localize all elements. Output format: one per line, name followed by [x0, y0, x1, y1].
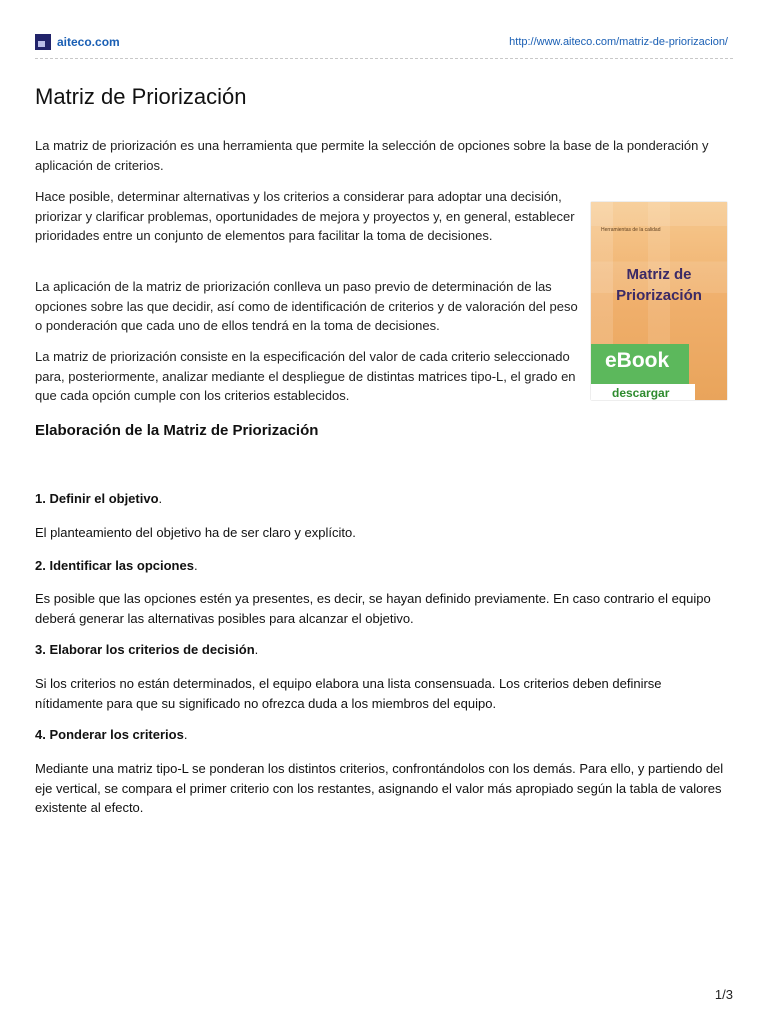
intro-paragraph-2: Hace posible, determinar alternativas y los criterios a considerar para adoptar una decisión, priorizar y clarificar problemas, oportunidades de mejora y proyectos y, en general, establecer prioridades entre un conjunto de elementos para facilitar la toma de decisiones.	[35, 189, 575, 243]
site-logo-icon	[35, 34, 51, 50]
ebook-cover-link[interactable]	[591, 202, 727, 400]
step-3-heading-text: 3. Elaborar los criterios de decisión	[35, 642, 255, 657]
step-1-heading-text: 1. Definir el objetivo	[35, 491, 159, 506]
page-url-link[interactable]: http://www.aiteco.com/matriz-de-priorizacion/	[509, 36, 728, 48]
ebook-download-button[interactable]	[591, 384, 695, 400]
step-1-heading: 1. Definir el objetivo.	[35, 491, 163, 506]
intro-paragraph-4: La matriz de priorización consiste en la especificación del valor de cada criterio seleccionado para, posteriormente, analizar mediante el despliegue de distintas matrices tipo-L, el grado en que cada opción cumple con los criterios establecidos.	[35, 349, 576, 403]
ebook-badge-label: eBook	[605, 349, 670, 372]
page-number: 1/3	[714, 987, 733, 1002]
step-2-heading-text: 2. Identificar las opciones	[35, 558, 194, 573]
step-2-text: Es posible que las opciones estén ya presentes, es decir, se hayan definido previamente. En caso contrario el equipo deberá generar las alternativas posibles para alcanzar el objetivo.	[35, 591, 711, 626]
site-link[interactable]	[35, 34, 120, 50]
intro-paragraph-1: La matriz de priorización es una herramienta que permite la selección de opciones sobre la base de la ponderación y aplicación de criterios.	[35, 138, 709, 173]
step-4-heading-text: 4. Ponderar los criterios	[35, 727, 184, 742]
ebook-download-label: descargar	[612, 386, 670, 400]
step-3-heading: 3. Elaborar los criterios de decisión.	[35, 642, 259, 657]
intro-paragraph-3: La aplicación de la matriz de priorización conlleva un paso previo de determinación de las opciones sobre las que decidir, así como de identificación de criterios y de valoración del peso o ponderación que cada uno de ellos tendrá en la toma de decisiones.	[35, 279, 578, 333]
step-2-heading: 2. Identificar las opciones.	[35, 558, 198, 573]
header-divider	[35, 58, 733, 59]
page-title: Matriz de Priorización	[35, 84, 247, 109]
step-4-text: Mediante una matriz tipo-L se ponderan los distintos criterios, confrontándolos con los demás. Para ello, y partiendo del eje vertical, se compara el primer criterio con los restantes, asignando el valor más apropiado según la tabla de valores existente al efecto.	[35, 761, 724, 815]
ebook-badge	[591, 344, 689, 384]
ebook-title: Matriz de Priorización	[616, 266, 702, 304]
step-3-text: Si los criterios no están determinados, el equipo elabora una lista consensuada. Los criterios deben definirse nítidamente para que su significado no ofrezca duda a los miembros del equipo.	[35, 676, 662, 711]
step-1-text: El planteamiento del objetivo ha de ser claro y explícito.	[35, 525, 356, 540]
page-header	[35, 34, 728, 54]
step-4-heading: 4. Ponderar los criterios.	[35, 727, 188, 742]
ebook-series-label: Herramientas de la calidad	[601, 227, 661, 233]
section-title: Elaboración de la Matriz de Priorización	[35, 422, 319, 439]
site-name-link[interactable]: aiteco.com	[57, 35, 120, 49]
